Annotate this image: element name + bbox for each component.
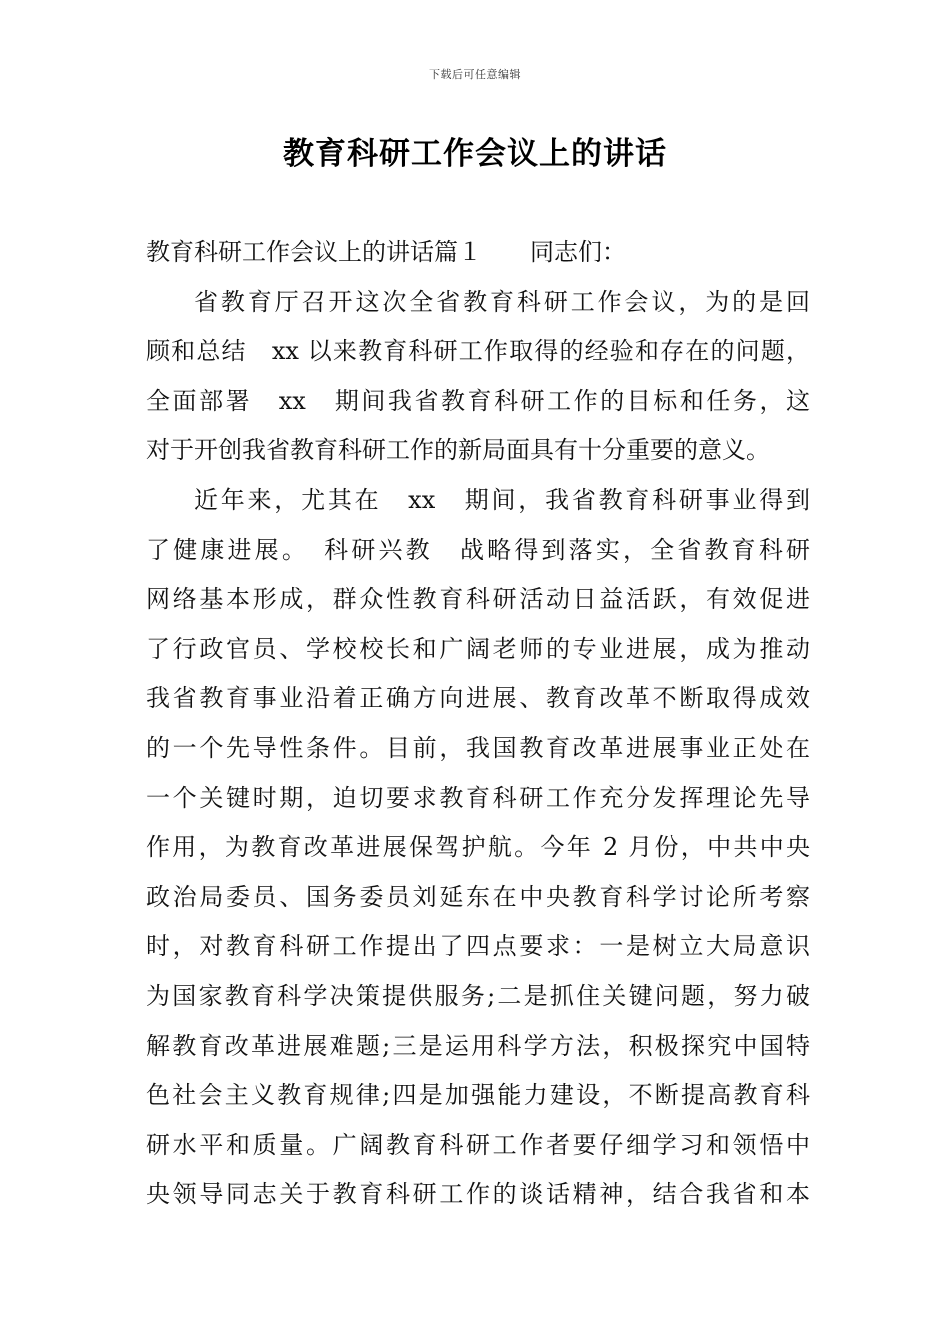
document-title: 教育科研工作会议上的讲话 (283, 136, 667, 172)
header-note: 下载后可任意编辑 (429, 68, 521, 81)
body-line: 作用，为教育改革进展保驾护航。今年 2 月份，中共中央 (146, 833, 810, 862)
body-line: 研水平和质量。广阔教育科研工作者要仔细学习和领悟中 (146, 1130, 810, 1159)
body-line: 一个关键时期，迫切要求教育科研工作充分发挥理论先导 (146, 783, 810, 812)
body-line: 了行政官员、学校校长和广阔老师的专业进展，成为推动 (146, 634, 810, 663)
body-line: 政治局委员、国务委员刘延东在中央教育科学讨论所考察 (146, 882, 810, 911)
body-line: 时，对教育科研工作提出了四点要求：一是树立大局意识 (146, 932, 810, 961)
body-line: 了健康进展。 科研兴教 战略得到落实，全省教育科研 (146, 535, 810, 564)
body-line: 为国家教育科学决策提供服务;二是抓住关键问题，努力破 (146, 981, 810, 1010)
body-line: 全面部署 xx 期间我省教育科研工作的目标和任务，这 (146, 386, 810, 415)
body-line: 顾和总结 xx 以来教育科研工作取得的经验和存在的问题， (146, 337, 810, 366)
body-line: 的一个先导性条件。目前，我国教育改革进展事业正处在 (146, 733, 810, 762)
body-line: 网络基本形成，群众性教育科研活动日益活跃，有效促进 (146, 585, 810, 614)
document-body (146, 228, 810, 1220)
body-line: 教育科研工作会议上的讲话篇１ 同志们： (146, 238, 626, 266)
body-line: 解教育改革进展难题;三是运用科学方法，积极探究中国特 (146, 1031, 810, 1060)
body-line: 央领导同志关于教育科研工作的谈话精神，结合我省和本 (146, 1180, 810, 1209)
body-line: 对于开创我省教育科研工作的新局面具有十分重要的意义。 (146, 436, 770, 465)
body-line: 省教育厅召开这次全省教育科研工作会议，为的是回 (194, 287, 810, 316)
body-line: 色社会主义教育规律;四是加强能力建设，不断提高教育科 (146, 1081, 810, 1110)
body-line: 我省教育事业沿着正确方向进展、教育改革不断取得成效 (146, 684, 810, 713)
body-line: 近年来，尤其在 xx 期间，我省教育科研事业得到 (194, 485, 810, 514)
